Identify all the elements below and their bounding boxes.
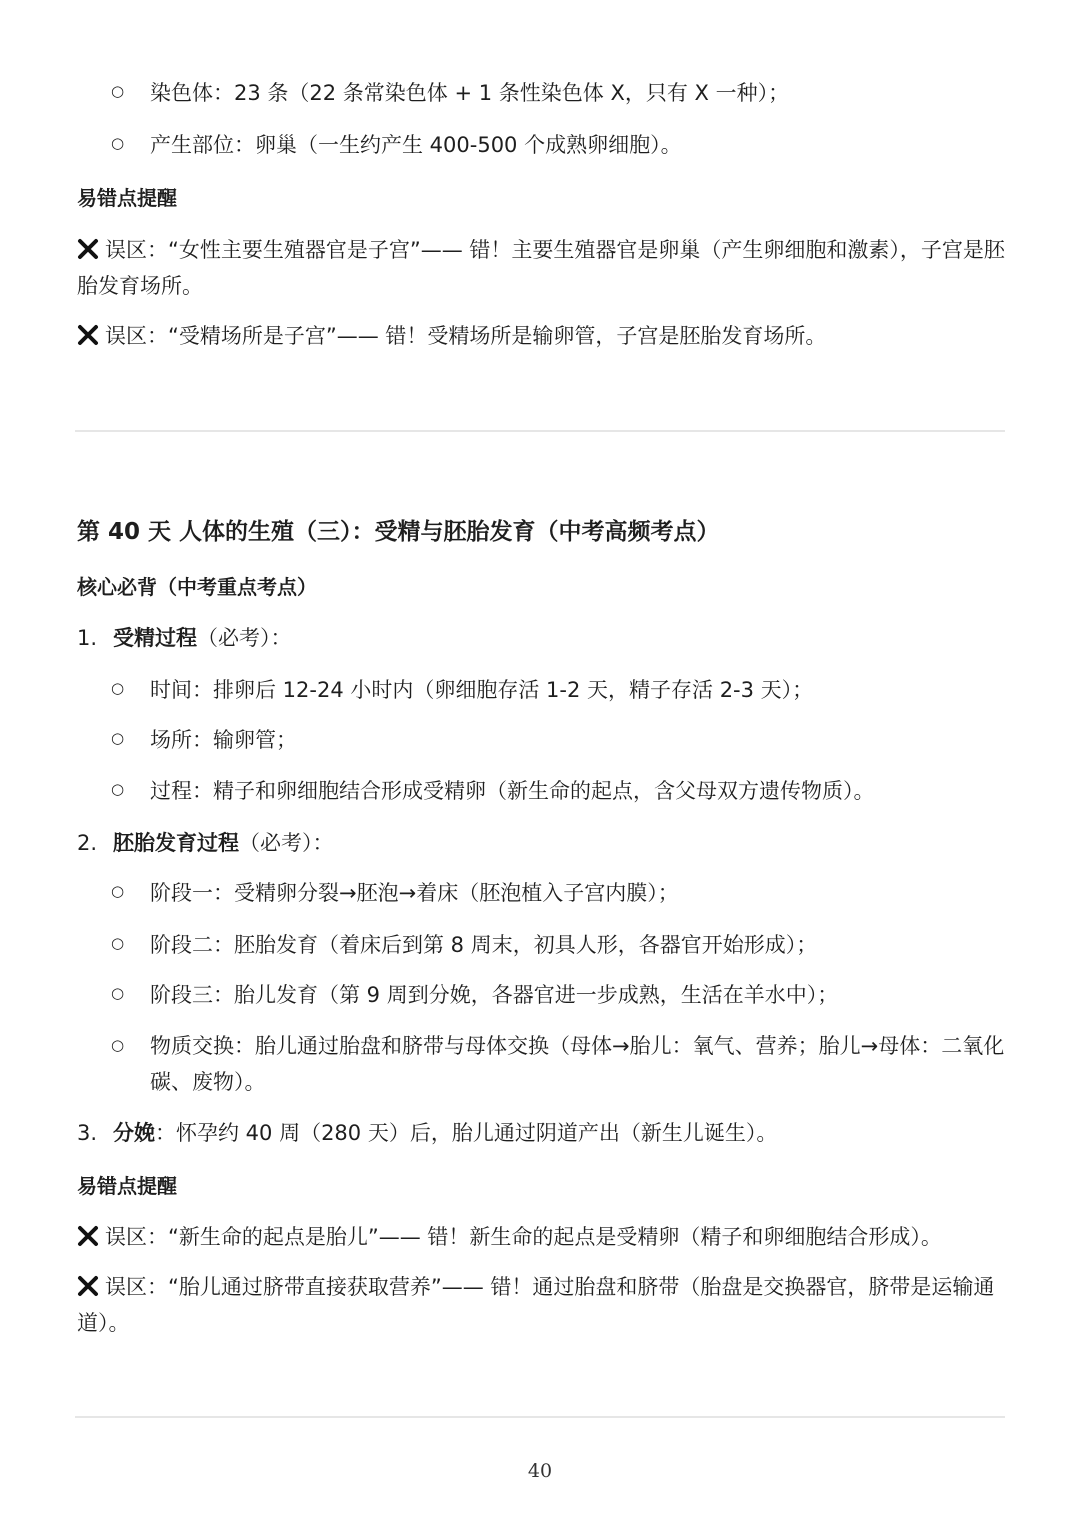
cross-icon (77, 238, 99, 260)
circle-bullet-icon: ○ (111, 780, 125, 798)
section-heading: 易错点提醒 (77, 186, 177, 210)
page-number: 40 (527, 1460, 553, 1482)
circle-bullet-icon: ○ (111, 1036, 125, 1054)
section-heading: 易错点提醒 (77, 1174, 177, 1198)
numbered-item: 3. 分娩：怀孕约 40 周（280 天）后，胎儿通过阴道产出（新生儿诞生）。 (77, 1121, 778, 1145)
divider (75, 430, 1005, 432)
document-page: ○ 染色体：23 条（22 条常染色体 + 1 条性染色体 X，只有 X 一种）； ○ 产生部位：卵巢（一生约产生 400-500 个成熟卵细胞）。 易错点提醒 误区：“女性主要生殖器官是子宫”—— 错！主要生殖器官是卵巢（产生卵细胞和激素），子宫是胚胎发育场所。 误区：“受精场所是子宫”—— 错！受精场所是输卵管，子宫是胚胎发育场所。 第 40 天 人体的生殖（三）：受精与胚胎发育（中考高频考点） 核心必背（中考重点考点） 1. 受精过程（必考）： ○ 时间：排卵后 12-24 小时内（卵细胞存活 1-2 天，精子存活 2-3 天）； ○ 场所：输卵管； ○ 过程：精子和卵细胞结合形成受精卵（新生命的起点，含父母双方遗传物质）。 2. 胚胎发育过程（必考）： ○ 阶段一：受精卵分裂→胚泡→着床（胚泡植入子宫内膜）； ○ 阶段二：胚胎发育（着床后到第 8 周末，初具人形，各器官开始形成）； ○ 阶段三：胎儿发育（第 9 周到分娩，各器官进一步成熟，生活在羊水中）； ○ 物质交换：胎儿通过胎盘和脐带与母体交换（母体→胎儿：氧气、营养；胎儿→母体：二氧化碳、废物）。 3. 分娩：怀孕约 40 周（280 天）后，胎儿通过阴道产出（新生儿诞生）。 易错点提醒 误区：“新生命的起点是胎儿”—— 错！新生命的起点是受精卵（精子和卵细胞结合形成）。 误区：“胎儿通过脐带直接获取营养”—— 错！通过胎盘和脐带（胎盘是交换器官，脐带是运输通道）。 40 (0, 0, 1080, 1525)
circle-bullet-icon: ○ (111, 82, 125, 100)
mistake-note: 误区：“女性主要生殖器官是子宫”—— 错！主要生殖器官是卵巢（产生卵细胞和激素），子宫是胚胎发育场所。 (77, 238, 1005, 298)
cross-icon (77, 1275, 99, 1297)
section-title: 第 40 天 人体的生殖（三）：受精与胚胎发育（中考高频考点） (77, 519, 720, 545)
mistake-note: 误区：“胎儿通过脐带直接获取营养”—— 错！通过胎盘和脐带（胎盘是交换器官，脐带是运输通道）。 (77, 1275, 995, 1335)
list-item-text: 物质交换：胎儿通过胎盘和脐带与母体交换（母体→胎儿：氧气、营养；胎儿→母体：二氧化碳、废物）。 (150, 1034, 1005, 1094)
circle-bullet-icon: ○ (111, 134, 125, 152)
numbered-item: 2. 胚胎发育过程（必考）： (77, 831, 334, 855)
circle-bullet-icon: ○ (111, 934, 125, 952)
cross-icon (77, 324, 99, 346)
circle-bullet-icon: ○ (111, 729, 125, 747)
divider (75, 1416, 1005, 1418)
mistake-note: 误区：“受精场所是子宫”—— 错！受精场所是输卵管，子宫是胚胎发育场所。 (77, 318, 1007, 354)
circle-bullet-icon: ○ (111, 984, 125, 1002)
numbered-item: 1. 受精过程（必考）： (77, 626, 292, 650)
circle-bullet-icon: ○ (111, 882, 125, 900)
cross-icon (77, 1225, 99, 1247)
section-heading: 核心必背（中考重点考点） (77, 575, 317, 599)
mistake-note: 误区：“新生命的起点是胎儿”—— 错！新生命的起点是受精卵（精子和卵细胞结合形成）。 (77, 1219, 1007, 1255)
circle-bullet-icon: ○ (111, 679, 125, 697)
